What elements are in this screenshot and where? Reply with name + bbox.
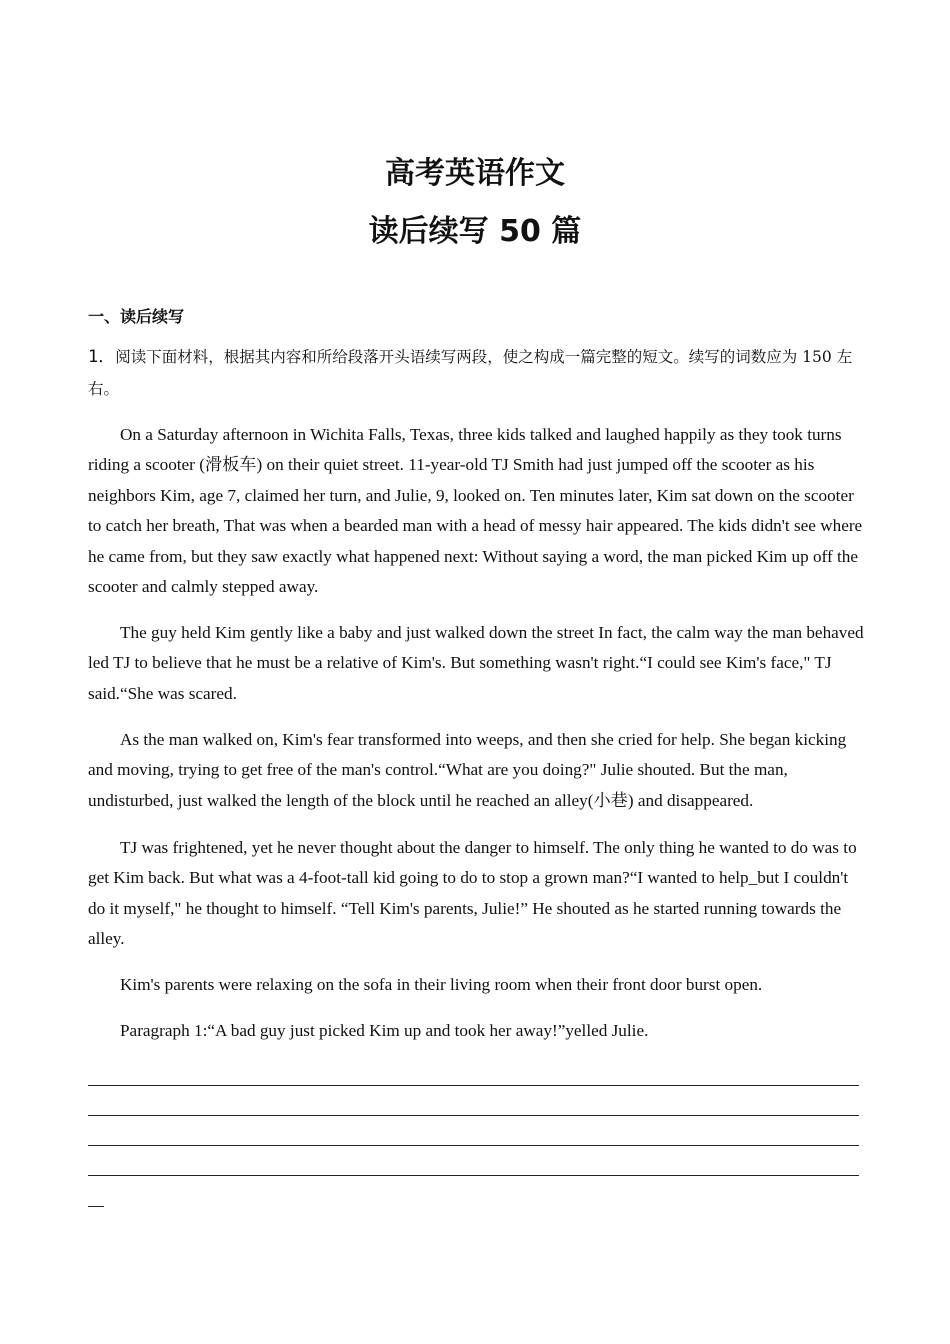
document-subtitle: 读后续写 50 篇 <box>368 214 582 249</box>
question-instruction <box>88 341 864 405</box>
question-number: 1． <box>88 347 116 367</box>
answer-line <box>88 1145 859 1146</box>
passage-paragraph: As the man walked on, Kim's fear transformed into weeps, and then she cried for help. She began kicking and moving, trying to get free of the man's control.“What are you doing?" Julie shouted. But the man, undisturbed, just walked the length of the block until he reached an alley(小巷) and disappeared. <box>88 730 847 810</box>
answer-line <box>88 1085 859 1086</box>
passage-paragraph: TJ was frightened, yet he never thought about the danger to himself. The only thing he wanted to do was to get Kim back. But what was a 4-foot-tall kid going to do to stop a grown man?“I wanted to help_but I couldn't do it myself," he thought to himself. “Tell Kim's parents, Julie!” He shouted as he started running towards the alley. <box>88 838 857 949</box>
answer-line-end <box>88 1206 104 1207</box>
instruction-text: 阅读下面材料，根据其内容和所给段落开头语续写两段，使之构成一篇完整的短文。续写的词数应为 150 左右。 <box>88 348 853 398</box>
passage-paragraph: On a Saturday afternoon in Wichita Falls, Texas, three kids talked and laughed happily as they took turns riding a scooter (滑板车) on their quiet street. 11-year-old TJ Smith had just jumped off the scooter as his neighbors Kim, age 7, claimed her turn, and Julie, 9, looked on. Ten minutes later, Kim sat down on the scooter to catch her breath, That was when a bearded man with a head of messy hair appeared. The kids didn't see where he came from, but they saw exactly what happened next: Without saying a word, the man picked Kim up off the scooter and calmly stepped away. <box>88 425 863 597</box>
continuation-prompt: Paragraph 1:“A bad guy just picked Kim up and took her away!”yelled Julie. <box>120 1021 649 1040</box>
section-heading: 一、读后续写 <box>88 307 185 326</box>
document-title: 高考英语作文 <box>385 156 565 191</box>
answer-line <box>88 1175 859 1176</box>
answer-line <box>88 1115 859 1116</box>
passage-paragraph: Kim's parents were relaxing on the sofa in their living room when their front door burst open. <box>120 975 763 994</box>
passage-paragraph: The guy held Kim gently like a baby and just walked down the street In fact, the calm way the man behaved led TJ to believe that he must be a relative of Kim's. But something wasn't right.“I could see Kim's face," TJ said.“She was scared. <box>88 623 864 703</box>
